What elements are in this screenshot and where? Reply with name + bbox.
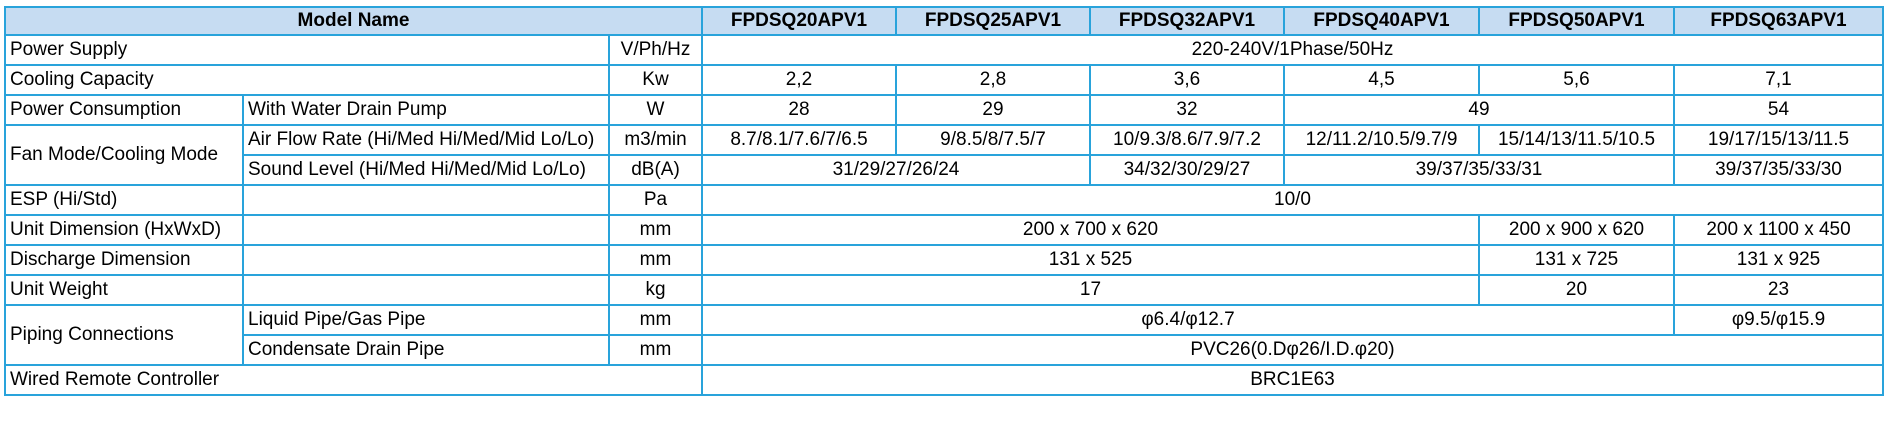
row-unit: mm — [609, 335, 702, 365]
row-value: 200 x 900 x 620 — [1479, 215, 1674, 245]
row-label: Fan Mode/Cooling Mode — [5, 125, 243, 185]
row-value: 5,6 — [1479, 65, 1674, 95]
row-label: Power Consumption — [5, 95, 243, 125]
row-sublabel: Air Flow Rate (Hi/Med Hi/Med/Mid Lo/Lo) — [243, 125, 609, 155]
row-value: 15/14/13/11.5/10.5 — [1479, 125, 1674, 155]
empty-cell — [243, 245, 609, 275]
row-unit: mm — [609, 305, 702, 335]
row-value: 8.7/8.1/7.6/7/6.5 — [702, 125, 896, 155]
row-unit: m3/min — [609, 125, 702, 155]
row-value: 9/8.5/8/7.5/7 — [896, 125, 1090, 155]
row-value: 39/37/35/33/30 — [1674, 155, 1883, 185]
spec-table — [4, 6, 1884, 396]
row-value: 131 x 525 — [702, 245, 1479, 275]
table-row — [5, 335, 1883, 365]
row-label: Discharge Dimension — [5, 245, 243, 275]
row-value: 131 x 725 — [1479, 245, 1674, 275]
row-label: Wired Remote Controller — [5, 365, 702, 395]
table-row — [5, 305, 1883, 335]
model-header: FPDSQ50APV1 — [1479, 7, 1674, 35]
row-value: 54 — [1674, 95, 1883, 125]
empty-cell — [243, 215, 609, 245]
row-value: 2,8 — [896, 65, 1090, 95]
row-sublabel: Condensate Drain Pipe — [243, 335, 609, 365]
row-value: 31/29/27/26/24 — [702, 155, 1090, 185]
row-value: 17 — [702, 275, 1479, 305]
model-header: FPDSQ40APV1 — [1284, 7, 1479, 35]
row-unit: dB(A) — [609, 155, 702, 185]
row-value: 19/17/15/13/11.5 — [1674, 125, 1883, 155]
model-header: FPDSQ32APV1 — [1090, 7, 1284, 35]
row-sublabel: Liquid Pipe/Gas Pipe — [243, 305, 609, 335]
empty-cell — [243, 275, 609, 305]
table-row — [5, 155, 1883, 185]
model-header: FPDSQ63APV1 — [1674, 7, 1883, 35]
header-row — [5, 7, 1883, 35]
row-unit: V/Ph/Hz — [609, 35, 702, 65]
row-value: 2,2 — [702, 65, 896, 95]
row-value: 23 — [1674, 275, 1883, 305]
row-value: 4,5 — [1284, 65, 1479, 95]
row-value: 49 — [1284, 95, 1674, 125]
row-unit: Pa — [609, 185, 702, 215]
row-label: Unit Weight — [5, 275, 243, 305]
row-unit: W — [609, 95, 702, 125]
row-label: Cooling Capacity — [5, 65, 609, 95]
row-value: 39/37/35/33/31 — [1284, 155, 1674, 185]
table-row — [5, 215, 1883, 245]
row-value: 131 x 925 — [1674, 245, 1883, 275]
table-row — [5, 35, 1883, 65]
row-value: 34/32/30/29/27 — [1090, 155, 1284, 185]
row-unit: mm — [609, 245, 702, 275]
table-row — [5, 185, 1883, 215]
row-value: 10/9.3/8.6/7.9/7.2 — [1090, 125, 1284, 155]
row-label: Power Supply — [5, 35, 609, 65]
row-unit: mm — [609, 215, 702, 245]
row-value: 200 x 700 x 620 — [702, 215, 1479, 245]
row-unit: kg — [609, 275, 702, 305]
model-name-header: Model Name — [5, 7, 702, 35]
row-value: BRC1E63 — [702, 365, 1883, 395]
row-unit: Kw — [609, 65, 702, 95]
row-value: 28 — [702, 95, 896, 125]
row-value: 12/11.2/10.5/9.7/9 — [1284, 125, 1479, 155]
row-value: 10/0 — [702, 185, 1883, 215]
row-value: 220-240V/1Phase/50Hz — [702, 35, 1883, 65]
row-value: 29 — [896, 95, 1090, 125]
row-value: 200 x 1100 x 450 — [1674, 215, 1883, 245]
model-header: FPDSQ20APV1 — [702, 7, 896, 35]
row-value: 32 — [1090, 95, 1284, 125]
table-row — [5, 275, 1883, 305]
row-value: 20 — [1479, 275, 1674, 305]
empty-cell — [243, 185, 609, 215]
table-row — [5, 245, 1883, 275]
row-value: φ6.4/φ12.7 — [702, 305, 1674, 335]
row-label: ESP (Hi/Std) — [5, 185, 243, 215]
table-row — [5, 125, 1883, 155]
row-value: 3,6 — [1090, 65, 1284, 95]
row-sublabel: With Water Drain Pump — [243, 95, 609, 125]
row-sublabel: Sound Level (Hi/Med Hi/Med/Mid Lo/Lo) — [243, 155, 609, 185]
row-value: PVC26(0.Dφ26/I.D.φ20) — [702, 335, 1883, 365]
table-row — [5, 365, 1883, 395]
row-value: 7,1 — [1674, 65, 1883, 95]
model-header: FPDSQ25APV1 — [896, 7, 1090, 35]
table-row — [5, 95, 1883, 125]
row-label: Piping Connections — [5, 305, 243, 365]
row-value: φ9.5/φ15.9 — [1674, 305, 1883, 335]
table-row — [5, 65, 1883, 95]
row-label: Unit Dimension (HxWxD) — [5, 215, 243, 245]
